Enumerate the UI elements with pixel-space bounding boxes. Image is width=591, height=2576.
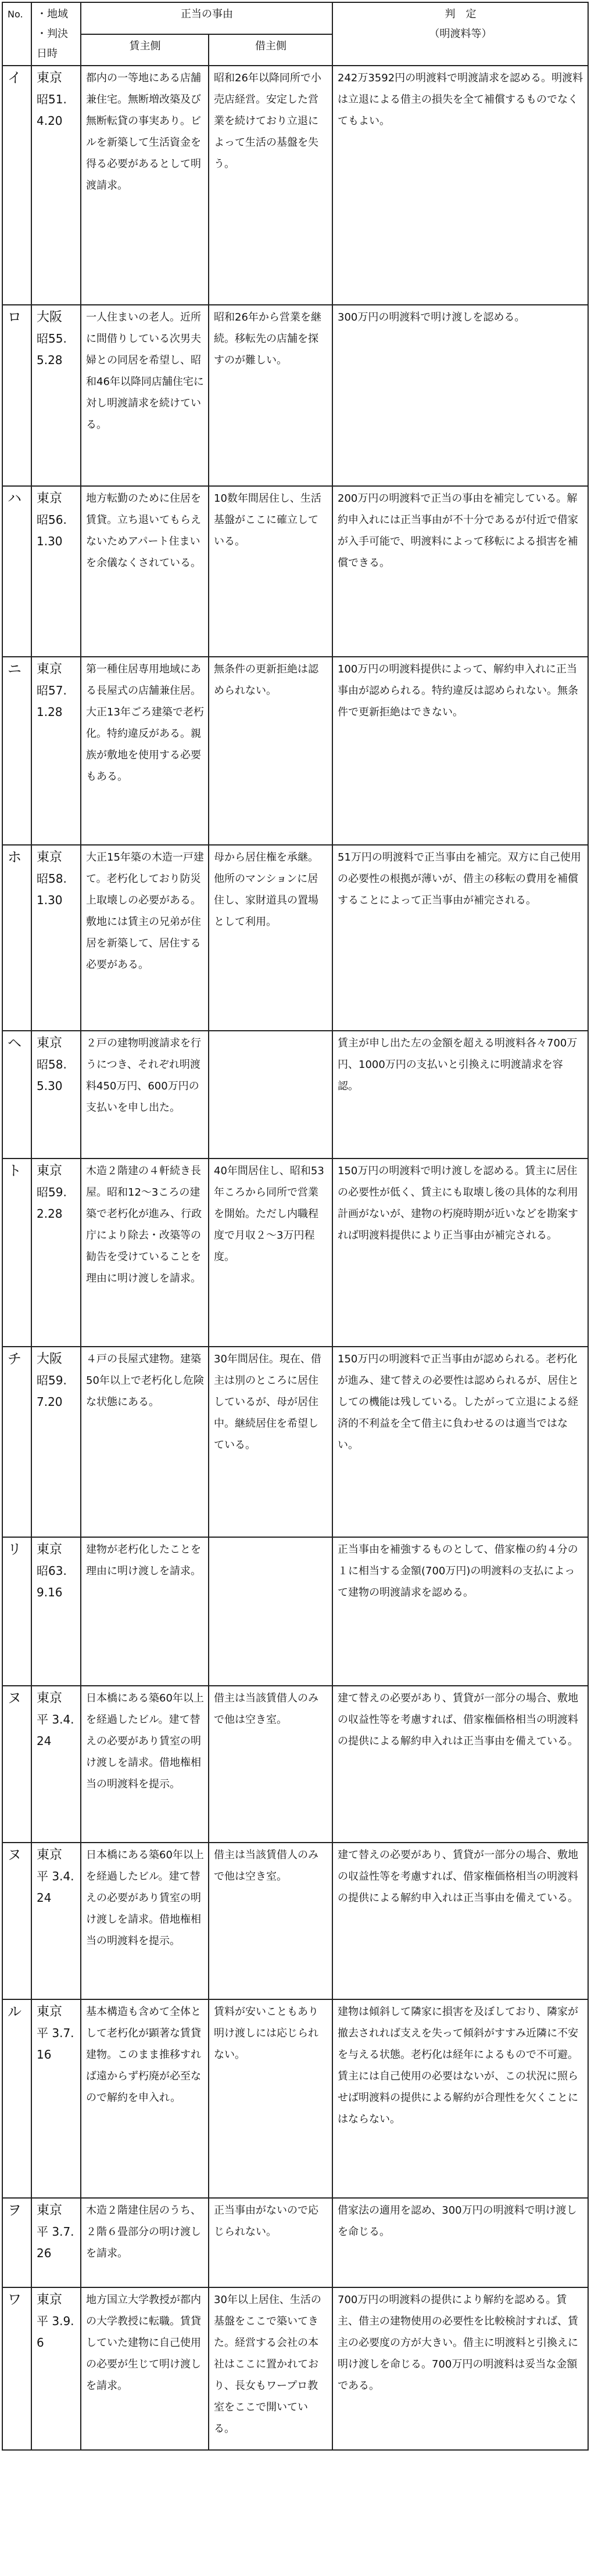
header-judgment — [332, 2, 588, 66]
case-judgment: 700万円の明渡料の提供により解約を認める。賃主、借主の建物使用の必要性を比較検討すれば、賃主の必要度の方が大きい。借主に明渡料と引換えに明け渡しを命じる。700万円の明渡料は妥当な金額である。 — [332, 2287, 588, 2450]
case-index: ヌ — [2, 1843, 31, 1999]
case-lessee: 30年間居住。現在、借主は別のところに居住しているが、母が居住中。継続居住を希望している。 — [209, 1347, 332, 1537]
case-row — [2, 2287, 588, 2450]
case-region: 東京 — [37, 1164, 63, 1178]
case-row — [2, 1031, 588, 1159]
case-judgment: 242万3592円の明渡料で明渡請求を認める。明渡料は立退による借主の損失を全て補償するものでなくてもよい。 — [332, 66, 588, 305]
case-lessee: 昭和26年以降同所で小売店経営。安定した営業を続けており立退によって生活の基盤を失う。 — [209, 66, 332, 305]
case-lessor: ４戸の長屋式建物。建築50年以上で老朽化し危険な状態にある。 — [81, 1347, 209, 1537]
case-region: 東京 — [37, 2005, 63, 2019]
case-meta — [31, 845, 81, 1031]
header-judgment-sub: （明渡料等） — [429, 28, 492, 40]
case-region: 東京 — [37, 2203, 63, 2218]
case-meta — [31, 305, 81, 486]
case-date: 昭58.1.30 — [37, 872, 67, 907]
case-lessor: 日本橋にある築60年以上を経過したビル。建て替えの必要があり賃室の明け渡しを請求。借地権相当の明渡料を提示。 — [81, 1686, 209, 1843]
case-meta — [31, 657, 81, 845]
case-region: 東京 — [37, 2293, 63, 2307]
case-judgment: 51万円の明渡料で正当事由を補完。双方に自己使用の必要性の根拠が薄いが、借主の移転の費用を補償することによって正当事由が補完される。 — [332, 845, 588, 1031]
case-date: 昭58.5.30 — [37, 1057, 67, 1093]
case-date: 昭59.7.20 — [37, 1373, 67, 1409]
case-lessor: 第一種住居専用地域にある長屋式の店舗兼住居。大正13年ごろ建築で老朽化。特約違反がある。親族が敷地を使用する必要もある。 — [81, 657, 209, 845]
case-lessee: 10数年間居住し、生活基盤がここに確立している。 — [209, 486, 332, 657]
case-row — [2, 845, 588, 1031]
case-lessee: 昭和26年から営業を継続。移転先の店舗を探すのが難しい。 — [209, 305, 332, 486]
case-index: チ — [2, 1347, 31, 1537]
case-lessor: 地方国立大学教授が都内の大学教授に転職。賃貸していた建物に自己使用の必要が生じて明け渡しを請求。 — [81, 2287, 209, 2450]
header-lessor: 賃主側 — [81, 34, 209, 66]
case-date: 平 3.7.26 — [37, 2225, 74, 2260]
case-judgment: 建物は傾斜して隣家に損害を及ぼしており、隣家が撤去されれば支えを失って傾斜がすすみ近隣に不安を与える状態。老朽化は経年によるもので不可避。賃主には自己使用の必要はないが、この状況に照らせば明渡料の提供による解約が合理性を欠くことにはならない。 — [332, 1999, 588, 2198]
header-region: ・地域 — [37, 8, 68, 20]
case-region: 東京 — [37, 491, 63, 506]
case-judgment: 賃主が申し出た左の金額を超える明渡料各々700万円、1000万円の支払いと引換えに明渡請求を容認。 — [332, 1031, 588, 1159]
case-row — [2, 1999, 588, 2198]
case-date: 昭63.9.16 — [37, 1564, 67, 1599]
case-row — [2, 305, 588, 486]
case-judgment: 100万円の明渡料提供によって、解約申入れに正当事由が認められる。特約違反は認められない。無条件で更新拒絶はできない。 — [332, 657, 588, 845]
case-judgment: 正当事由を補強するものとして、借家権の約４分の１に相当する金額(700万円)の明渡料の支払によって建物の明渡請求を認める。 — [332, 1537, 588, 1686]
header-meta — [31, 2, 81, 66]
case-lessor: 都内の一等地にある店舗兼住宅。無断増改築及び無断転貸の事実あり。ビルを新築して生活資金を得る必要があるとして明渡請求。 — [81, 66, 209, 305]
case-date: 昭59.2.28 — [37, 1185, 67, 1221]
case-date: 平 3.4.24 — [37, 1712, 74, 1748]
case-index: リ — [2, 1537, 31, 1686]
table-header — [2, 2, 588, 66]
case-lessee: 30年以上居住、生活の基盤をここで築いてきた。経営する会社の本社はここに置かれており、長女もワープロ教室をここで開いている。 — [209, 2287, 332, 2450]
case-meta — [31, 486, 81, 657]
case-index: ト — [2, 1159, 31, 1347]
case-index: ホ — [2, 845, 31, 1031]
case-region: 東京 — [37, 850, 63, 865]
case-index: ハ — [2, 486, 31, 657]
case-region: 大阪 — [37, 1352, 63, 1366]
case-region: 大阪 — [37, 310, 63, 325]
case-lessor: ２戸の建物明渡請求を行うにつき、それぞれ明渡料450万円、600万円の支払いを申し出た。 — [81, 1031, 209, 1159]
case-region: 東京 — [37, 1691, 63, 1706]
case-meta — [31, 66, 81, 305]
case-row — [2, 1843, 588, 1999]
case-meta — [31, 1686, 81, 1843]
header-lessee: 借主側 — [209, 34, 332, 66]
case-lessor: 木造２階建の４軒続き長屋。昭和12～3ころの建築で老朽化が進み、行政庁により除去・改築等の勧告を受けていることを理由に明け渡しを請求。 — [81, 1159, 209, 1347]
case-judgment: 150万円の明渡料で正当事由が認められる。老朽化が進み、建て替えの必要性は認められるが、居住としての機能は残している。したがって立退による経済的不利益を全て借主に負わせるのは適当ではない。 — [332, 1347, 588, 1537]
cases-table — [2, 2, 589, 2451]
case-meta — [31, 1347, 81, 1537]
header-date: ・判決日時 — [37, 28, 68, 60]
case-row — [2, 1686, 588, 1843]
case-region: 東京 — [37, 1542, 63, 1557]
case-index: ヌ — [2, 1686, 31, 1843]
case-lessee: 借主は当該賃借人のみで他は空き室。 — [209, 1843, 332, 1999]
case-lessor: 基本構造も含めて全体として老朽化が顕著な賃貸建物。このまま推移すれば遠からず朽廃が必至なので解約を申入れ。 — [81, 1999, 209, 2198]
case-lessee: 母から居住権を承継。他所のマンションに居住し、家財道具の置場として利用。 — [209, 845, 332, 1031]
case-index: ヲ — [2, 2198, 31, 2287]
case-index: ロ — [2, 305, 31, 486]
case-index: ヘ — [2, 1031, 31, 1159]
case-row — [2, 486, 588, 657]
case-date: 昭57.1.28 — [37, 683, 67, 719]
case-date: 昭56.1.30 — [37, 513, 67, 548]
case-lessee: 40年間居住し、昭和53年ころから同所で営業を開始。ただし内職程度で月収２～3万円程度。 — [209, 1159, 332, 1347]
case-region: 東京 — [37, 662, 63, 677]
case-row — [2, 1537, 588, 1686]
case-lessee: 無条件の更新拒絶は認められない。 — [209, 657, 332, 845]
case-judgment: 200万円の明渡料で正当の事由を補完している。解約申入れには正当事由が不十分であるが付近で借家が入手可能で、明渡料によって移転による損害を補償できる。 — [332, 486, 588, 657]
case-date: 平 3.9.6 — [37, 2314, 74, 2350]
case-date: 昭51.4.20 — [37, 92, 67, 128]
case-region: 東京 — [37, 1036, 63, 1050]
case-lessee: 借主は当該賃借人のみで他は空き室。 — [209, 1686, 332, 1843]
case-row — [2, 66, 588, 305]
case-index: ニ — [2, 657, 31, 845]
case-lessor: 建物が老朽化したことを理由に明け渡しを請求。 — [81, 1537, 209, 1686]
case-meta — [31, 1537, 81, 1686]
case-date: 昭55.5.28 — [37, 332, 67, 367]
header-no: No. — [2, 2, 31, 66]
case-meta — [31, 2287, 81, 2450]
case-meta — [31, 1159, 81, 1347]
case-lessee: 賃料が安いこともあり明け渡しには応じられない。 — [209, 1999, 332, 2198]
case-index: イ — [2, 66, 31, 305]
case-lessee: 正当事由がないので応じられない。 — [209, 2198, 332, 2287]
header-grounds: 正当の事由 — [81, 2, 332, 34]
case-index: ワ — [2, 2287, 31, 2450]
case-date: 平 3.7.16 — [37, 2026, 74, 2061]
case-lessor: 日本橋にある築60年以上を経過したビル。建て替えの必要があり賃室の明け渡しを請求。借地権相当の明渡料を提示。 — [81, 1843, 209, 1999]
case-region: 東京 — [37, 71, 63, 85]
case-meta — [31, 1999, 81, 2198]
case-lessor: 木造２階建住居のうち、２階６畳部分の明け渡しを請求。 — [81, 2198, 209, 2287]
case-meta — [31, 2198, 81, 2287]
case-row — [2, 1347, 588, 1537]
case-judgment: 建て替えの必要があり、賃貸が一部分の場合、敷地の収益性等を考慮すれば、借家権価格相当の明渡料の提供による解約申入れは正当事由を備えている。 — [332, 1843, 588, 1999]
case-lessor: 大正15年築の木造一戸建て。老朽化しており防災上取壊しの必要がある。敷地には賃主の兄弟が住居を新築して、居住する必要がある。 — [81, 845, 209, 1031]
header-judgment-title: 判 定 — [445, 8, 477, 20]
case-lessee — [209, 1537, 332, 1686]
case-judgment: 借家法の適用を認め、300万円の明渡料で明け渡しを命じる。 — [332, 2198, 588, 2287]
case-lessor: 地方転勤のために住居を賃貸。立ち退いてもらえないためアパート住まいを余儀なくされている。 — [81, 486, 209, 657]
case-row — [2, 2198, 588, 2287]
case-judgment: 150万円の明渡料で明け渡しを認める。賃主に居住の必要性が低く、賃主にも取壊し後の具体的な利用計画がないが、建物の朽廃時期が近いなどを勘案すれば明渡料提供により正当事由が補完される。 — [332, 1159, 588, 1347]
case-lessor: 一人住まいの老人。近所に間借りしている次男夫婦との同居を希望し、昭和46年以降同店舗住宅に対し明渡請求を続けている。 — [81, 305, 209, 486]
case-lessee — [209, 1031, 332, 1159]
case-region: 東京 — [37, 1848, 63, 1862]
case-judgment: 300万円の明渡料で明け渡しを認める。 — [332, 305, 588, 486]
case-row — [2, 657, 588, 845]
case-judgment: 建て替えの必要があり、賃貸が一部分の場合、敷地の収益性等を考慮すれば、借家権価格相当の明渡料の提供による解約申入れは正当事由を備えている。 — [332, 1686, 588, 1843]
case-meta — [31, 1031, 81, 1159]
case-date: 平 3.4.24 — [37, 1869, 74, 1905]
case-index: ル — [2, 1999, 31, 2198]
case-meta — [31, 1843, 81, 1999]
case-row — [2, 1159, 588, 1347]
